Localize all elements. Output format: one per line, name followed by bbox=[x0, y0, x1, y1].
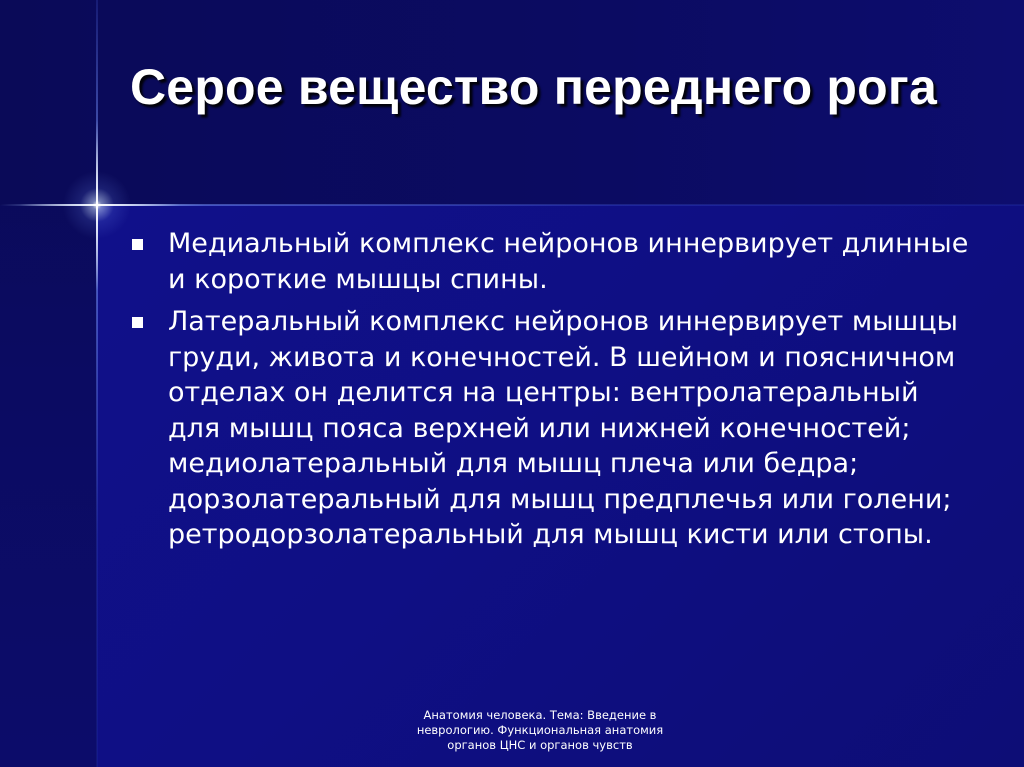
slide-footer: Анатомия человека. Тема: Введение в неврологию. Функциональная анатомия органов ЦНС и органов чувств bbox=[416, 708, 664, 752]
bullet-text: Латеральный комплекс нейронов иннервирует мышцы груди, живота и конечностей. В шейном и поясничном отделах он делится на центры: вентролатеральный для мышц пояса верхней или нижней конечностей; медиолатеральный для мышц плеча или бедра; дорзолатеральный для мышц предплечья или голени; ретродорзолатеральный для мышц кисти или стопы. bbox=[168, 306, 958, 550]
square-bullet-icon bbox=[132, 317, 143, 328]
bullet-text: Медиальный комплекс нейронов иннервирует длинные и короткие мышцы спины. bbox=[168, 228, 969, 295]
square-bullet-icon bbox=[132, 239, 143, 250]
flare-horizontal-ray bbox=[20, 204, 180, 206]
bullet-item-lateral bbox=[130, 304, 970, 553]
bullet-item-medial bbox=[130, 226, 970, 297]
slide-title: Серое вещество переднего рога bbox=[130, 59, 937, 115]
vertical-divider-line bbox=[96, 0, 98, 767]
bullet-list bbox=[130, 226, 970, 560]
